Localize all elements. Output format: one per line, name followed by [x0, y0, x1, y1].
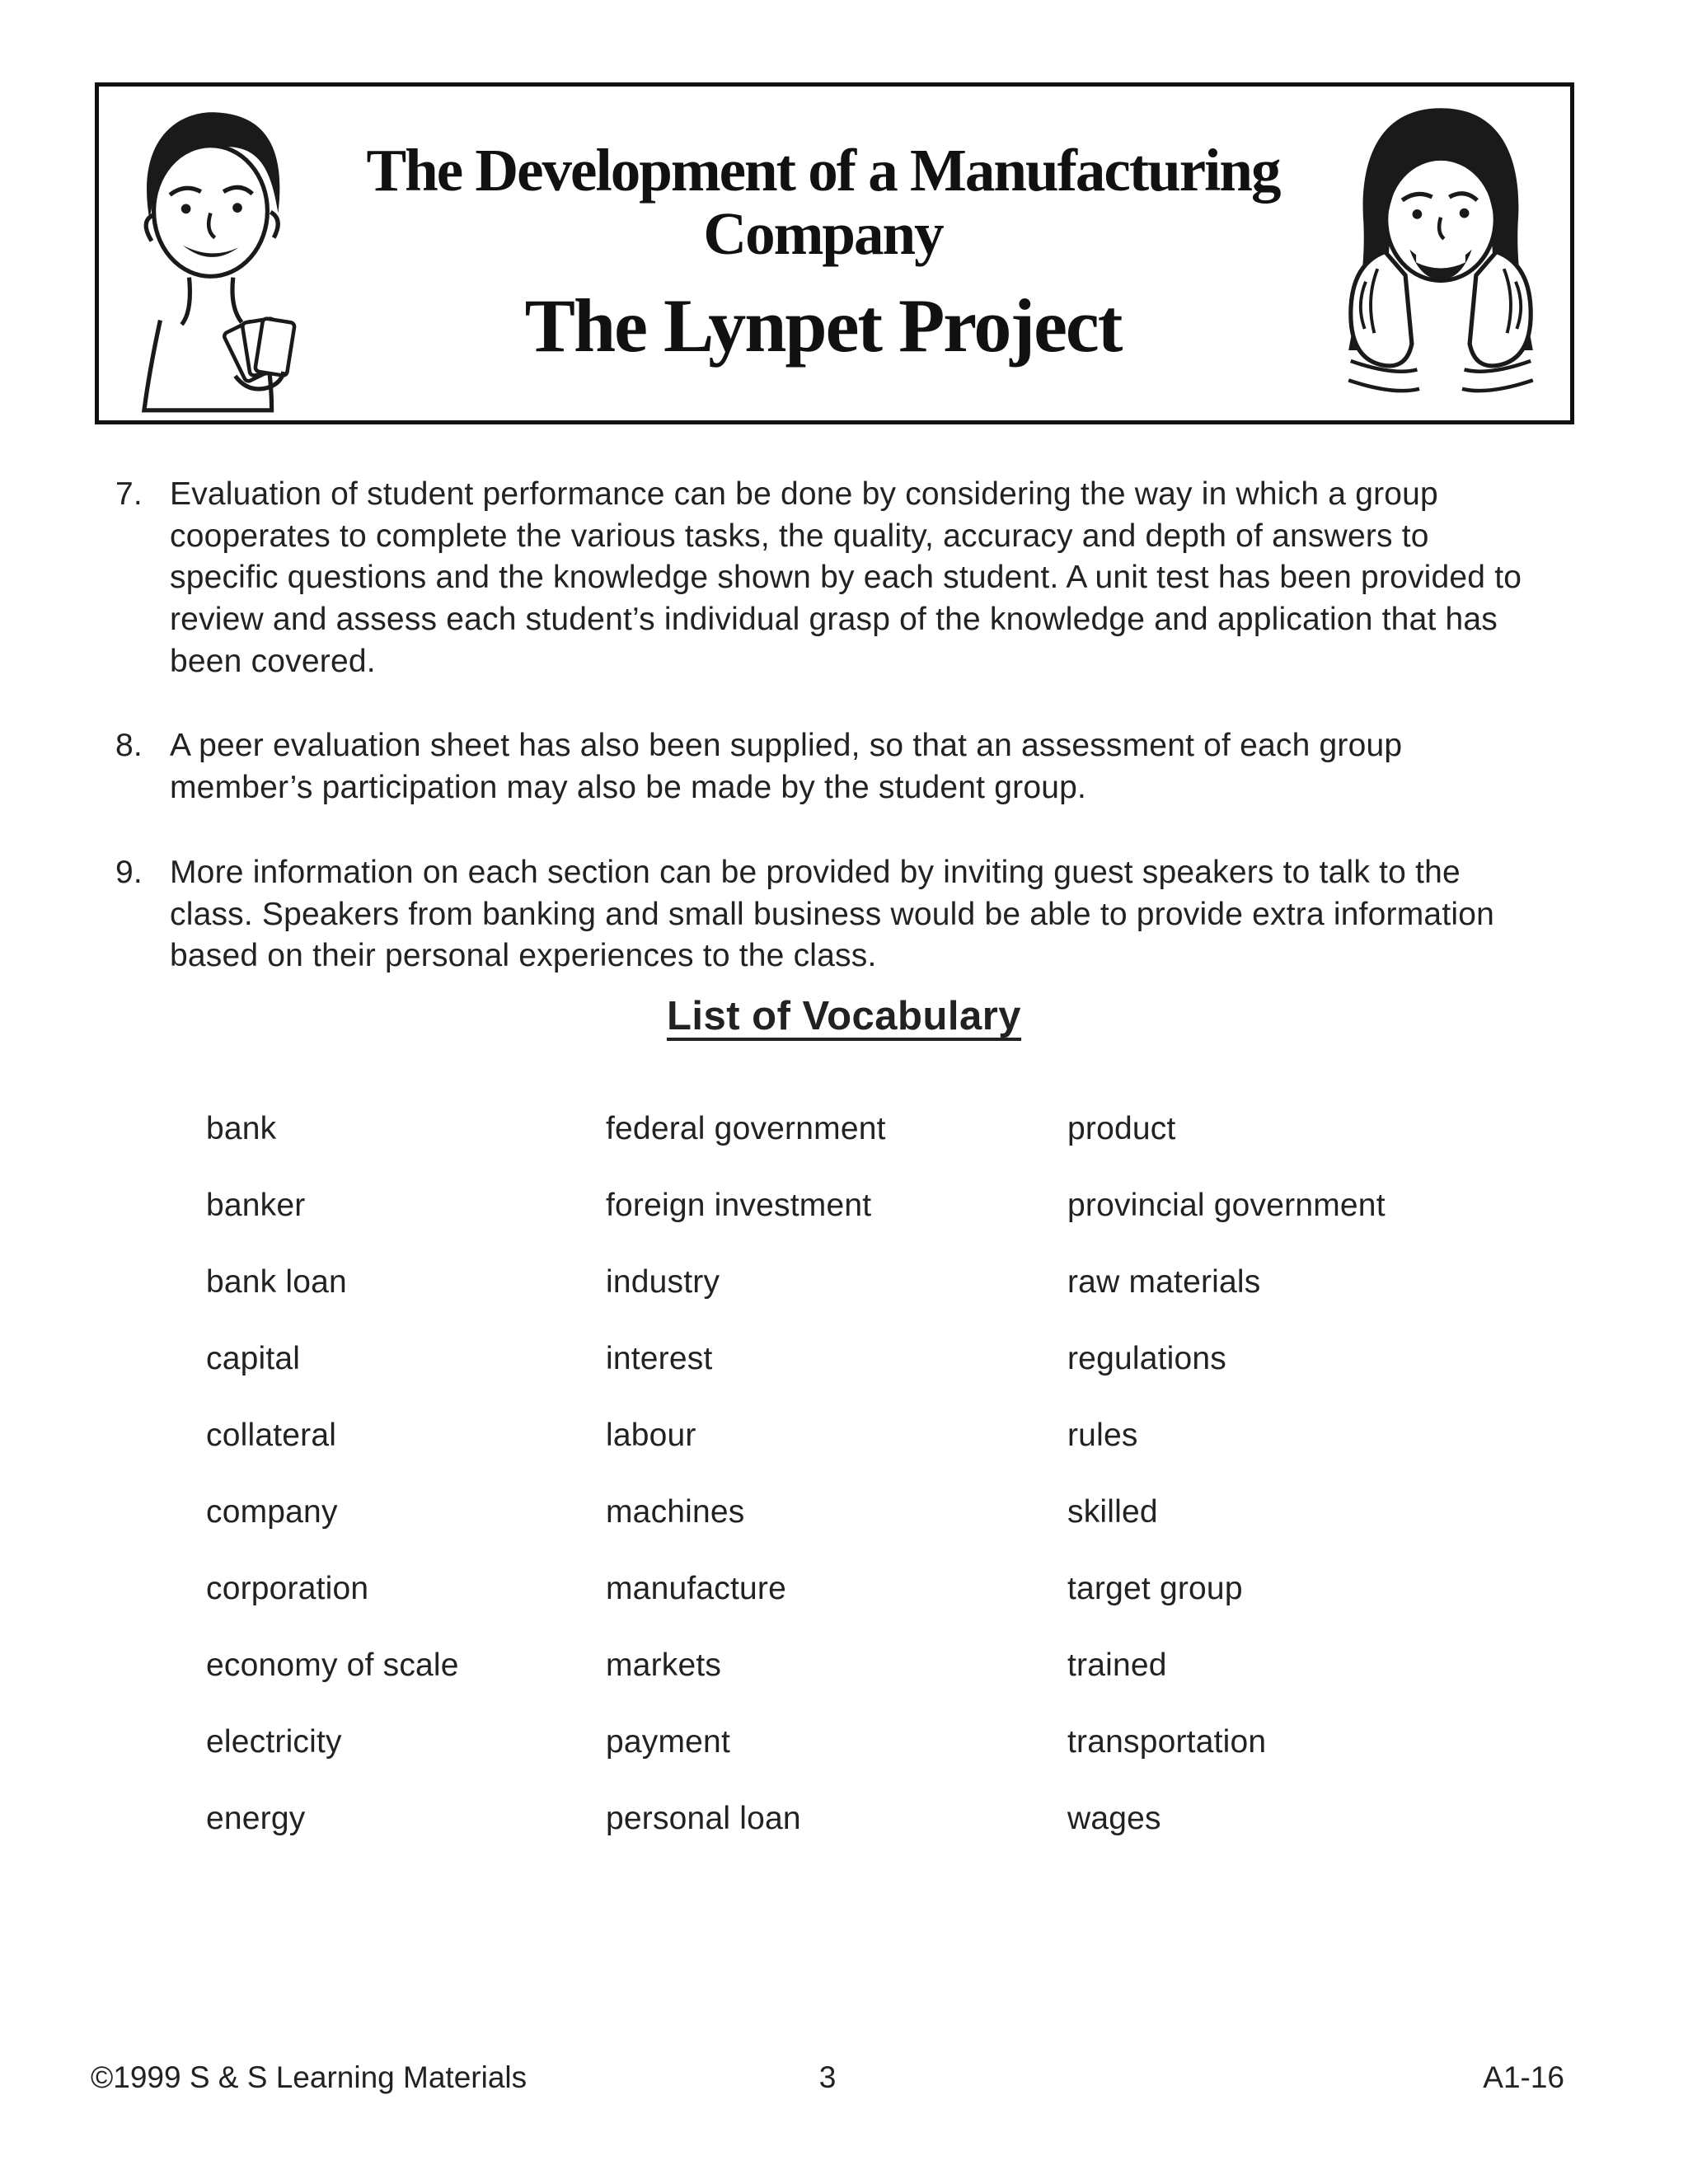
vocab-word: provincial government: [1067, 1188, 1386, 1223]
paragraph-text: More information on each section can be provided by inviting guest speakers to talk to the class. Speakers from banking and small business would be able to provide extra information based on their personal experiences to the class.: [170, 854, 1495, 974]
paragraph-number: 8.: [115, 728, 143, 764]
vocab-word: industry: [606, 1264, 720, 1300]
paragraph-8: [115, 725, 1533, 808]
paragraph-9: [115, 852, 1533, 977]
vocab-word: interest: [606, 1341, 713, 1376]
vocab-word: corporation: [206, 1571, 369, 1606]
page-number: 3: [818, 2060, 837, 2094]
vocab-word: target group: [1067, 1571, 1243, 1606]
vocab-word: labour: [606, 1418, 696, 1453]
vocab-word: transportation: [1067, 1724, 1267, 1760]
vocab-word: payment: [606, 1724, 730, 1760]
instruction-paragraphs: [115, 474, 1533, 1020]
vocabulary-list: [206, 1111, 1496, 1877]
vocab-word: regulations: [1067, 1341, 1226, 1376]
girl-illustration: [1323, 93, 1559, 415]
vocab-word: foreign investment: [606, 1188, 872, 1223]
vocab-word: skilled: [1067, 1494, 1158, 1530]
vocab-word: machines: [606, 1494, 745, 1530]
document-subtitle: The Lynpet Project: [524, 283, 1122, 368]
vocab-word: federal government: [606, 1111, 886, 1146]
vocab-word: raw materials: [1067, 1264, 1261, 1300]
vocab-word: collateral: [206, 1418, 337, 1453]
vocab-word: rules: [1067, 1418, 1138, 1453]
vocab-word: bank: [206, 1111, 277, 1146]
vocab-word: banker: [206, 1188, 306, 1223]
vocabulary-heading: List of Vocabulary: [666, 994, 1022, 1038]
vocab-word: electricity: [206, 1724, 342, 1760]
vocab-word: capital: [206, 1341, 301, 1376]
paragraph-7: [115, 474, 1533, 682]
paragraph-number: 9.: [115, 854, 143, 890]
vocab-word: bank loan: [206, 1264, 347, 1300]
header-titles: [323, 139, 1323, 367]
paragraph-text: Evaluation of student performance can be done by considering the way in which a group cooperates to complete the various tasks, the quality, accuracy and depth of answers to specific questions and the knowledge shown by each student. A unit test has been provided to review and assess each student’s individual grasp of the knowledge and application that has been covered.: [170, 476, 1522, 679]
document-code: A1-16: [1483, 2060, 1564, 2094]
header-banner: [95, 82, 1574, 424]
boy-with-cards-icon: [109, 93, 323, 415]
vocab-word: trained: [1067, 1647, 1167, 1683]
girl-smiling-icon: [1323, 93, 1559, 415]
paragraph-text: A peer evaluation sheet has also been supplied, so that an assessment of each group member’s participation may also be made by the student group.: [170, 728, 1403, 806]
vocab-word: company: [206, 1494, 338, 1530]
document-title: The Development of a Manufacturing Company: [366, 137, 1280, 267]
vocab-word: manufacture: [606, 1571, 786, 1606]
boy-illustration: [109, 93, 323, 415]
vocab-word: wages: [1067, 1801, 1161, 1836]
vocabulary-column-2: [606, 1111, 1067, 1877]
copyright-text: ©1999 S & S Learning Materials: [91, 2060, 528, 2094]
vocab-word: economy of scale: [206, 1647, 459, 1683]
vocabulary-column-3: [1067, 1111, 1496, 1877]
vocab-word: personal loan: [606, 1801, 801, 1836]
vocabulary-column-1: [206, 1111, 606, 1877]
vocab-word: energy: [206, 1801, 306, 1836]
vocab-word: product: [1067, 1111, 1176, 1146]
vocab-word: markets: [606, 1647, 722, 1683]
paragraph-number: 7.: [115, 476, 143, 512]
